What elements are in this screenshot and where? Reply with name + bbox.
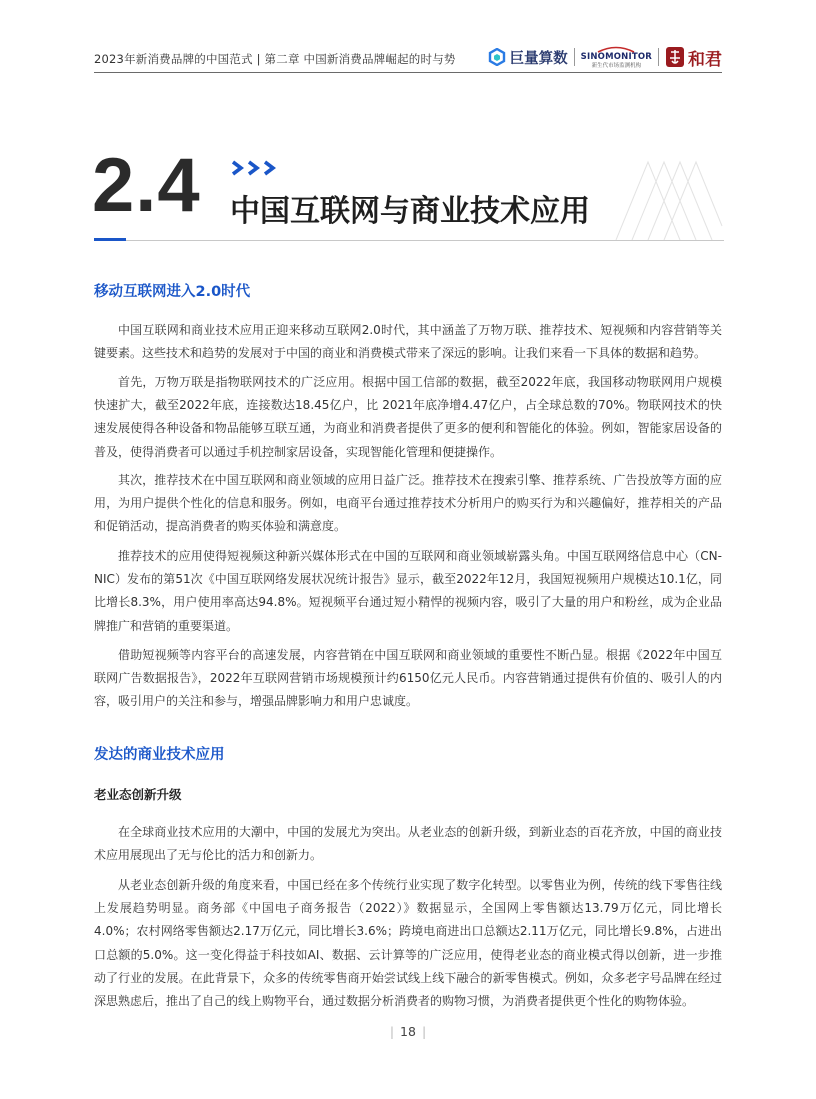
header-logos (488, 44, 722, 70)
body-paragraph: 从老业态创新升级的角度来看，中国已经在多个传统行业实现了数字化转型。以零售业为例，传统的线下零售往线上发展趋势明显。商务部《中国电子商务报告（2022）》数据显示，全国网上零售额达13.79万亿元，同比增长4.0%；农村网络零售额达2.17万亿元，同比增长3.6%；跨境电商进出口总额达2.11万亿元，同比增长9.8%，占进出口总额的5.0%。这一变化得益于科技如AI、数据、云计算等的广泛应用，使得老业态的商业模式得以创新，进一步推动了行业的发展。在此背景下，众多的传统零售商开始尝试线上线下融合的新零售模式。例如，众多老字号品牌在经过深思熟虑后，推出了自己的线上购物平台，通过数据分析消费者的购物习惯，为消费者提供更个性化的购物体验。 (94, 878, 722, 1009)
page-header (94, 44, 722, 78)
body-paragraph: 首先，万物万联是指物联网技术的广泛应用。根据中国工信部的数据，截至2022年底，我国移动物联网用户规模快速扩大，截至2022年底，连接数达18.45亿户，比 2021年底净增4.47亿户，占全球总数的70%。物联网技术的快速发展使得各种设备和物品能够互联互通，为商业和消费者提供了更多的便利和智能化的体验。例如，智能家居设备的普及，使得消费者可以通过手机控制家居设备，实现智能化管理和便捷操作。 (94, 375, 722, 459)
body-paragraph: 借助短视频等内容平台的高速发展，内容营销在中国互联网和商业领域的重要性不断凸显。根据《2022年中国互联网广告数据报告》，2022年互联网营销市场规模预计约6150亿元人民币。内容营销通过提供有价值的、吸引人的内容，吸引用户的关注和参与，增强品牌影响力和用户忠诚度。 (94, 648, 722, 709)
logo-divider (658, 48, 659, 66)
section-heading: 发达的商业技术应用 (94, 747, 225, 763)
page-number (0, 1024, 816, 1039)
chapter-heading (92, 143, 724, 248)
sinomonitor-logo-subtitle: 新生代市场监测机构 (591, 62, 642, 69)
header-divider (94, 72, 722, 73)
chapter-number: 2.4 (92, 143, 201, 228)
body-paragraph: 其次，推荐技术在中国互联网和商业领域的应用日益广泛。推荐技术在搜索引擎、推荐系统、广告投放等方面的应用，为用户提供个性化的信息和服务。例如，电商平台通过推荐技术分析用户的购买行为和兴趣偏好，推荐相关的产品和促销活动，提高消费者的购买体验和满意度。 (94, 473, 722, 534)
juliang-logo-icon (488, 48, 506, 66)
juliang-logo-text: 巨量算数 (509, 50, 568, 67)
body-paragraph: 在全球商业技术应用的大潮中，中国的发展尤为突出。从老业态的创新升级，到新业态的百花齐放，中国的商业技术应用展现出了无与伦比的活力和创新力。 (94, 825, 722, 863)
chapter-divider-accent (94, 238, 126, 241)
juliang-logo (488, 47, 568, 68)
sinomonitor-logo-name: SINOMONITOR (580, 52, 652, 62)
section-subheading: 老业态创新升级 (94, 787, 182, 802)
chapter-divider (94, 240, 724, 241)
chevron-arrows-icon (230, 159, 286, 177)
hejun-logo (665, 45, 722, 70)
logo-divider (574, 48, 575, 66)
body-paragraph: 中国互联网和商业技术应用正迎来移动互联网2.0时代，其中涵盖了万物万联、推荐技术、短视频和内容营销等关键要素。这些技术和趋势的发展对于中国的商业和消费模式带来了深远的影响。让我们来看一下具体的数据和趋势。 (94, 323, 722, 361)
page-number-bar-right: | (421, 1024, 427, 1039)
section-heading: 移动互联网进入2.0时代 (94, 284, 251, 300)
page-number-bar-left: | (389, 1024, 395, 1039)
chapter-title: 中国互联网与商业技术应用 (230, 194, 590, 229)
body-paragraph: 推荐技术的应用使得短视频这种新兴媒体形式在中国的互联网和商业领域崭露头角。中国互联网络信息中心（CN-NIC）发布的第51次《中国互联网络发展状况统计报告》显示，截至2022年12月，我国短视频用户规模达10.1亿，同比增长8.3%，用户使用率高达94.8%。短视频平台通过短小精悍的视频内容，吸引了大量的用户和粉丝，成为企业品牌推广和营销的重要渠道。 (94, 549, 722, 633)
sinomonitor-logo (581, 45, 652, 69)
hejun-logo-text: 和君 (688, 49, 722, 70)
header-breadcrumb: 2023年新消费品牌的中国范式 | 第二章 中国新消费品牌崛起的时与势 (94, 52, 456, 66)
decorative-lines-graphic (612, 156, 724, 242)
page-number-value: 18 (400, 1024, 416, 1039)
hejun-seal-icon (665, 46, 685, 68)
